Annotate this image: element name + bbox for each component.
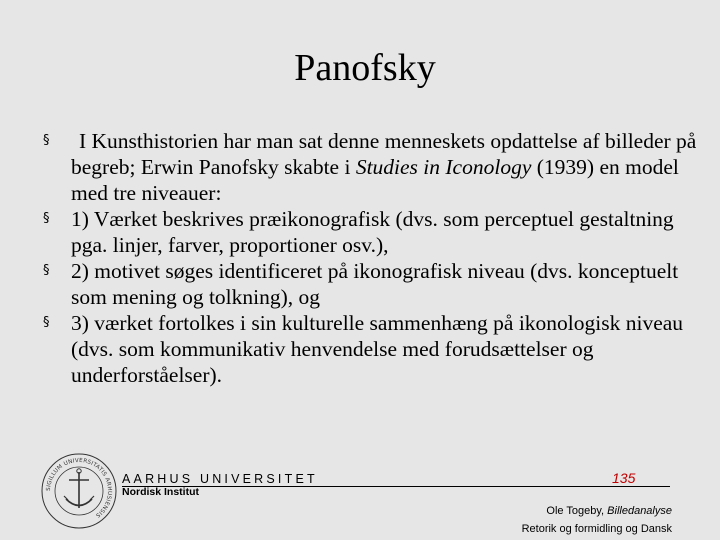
page-number: 135	[612, 470, 636, 486]
bullet-item	[40, 258, 700, 310]
bullet-item	[40, 310, 700, 388]
bullet-text: 2) motivet søges identificeret på ikonografisk niveau (dvs. konceptuelt som mening og tolkning), og	[71, 259, 679, 309]
course-subtitle: Retorik og formidling og Dansk	[521, 523, 672, 535]
bullet-text-end: (1939) en model med tre niveauer:	[71, 155, 679, 205]
bullet-list	[40, 128, 700, 388]
slide-title: Panofsky	[294, 47, 436, 89]
bullet-text: I Kunsthistorien har man sat denne menneskets opdattelse af billeder på begreb; Erwin Panofsky skabte i	[71, 129, 697, 179]
bullet-text: 1) Værket beskrives præikonografisk (dvs. som perceptuel gestaltning pga. linjer, farver, proportioner osv.),	[71, 207, 674, 257]
university-name: AARHUS UNIVERSITET	[122, 472, 318, 486]
footer-divider	[122, 486, 670, 487]
svg-text:SIGILLUM UNIVERSITATIS ARHUSIE: SIGILLUM UNIVERSITATIS ARHUSIENSIS	[45, 457, 113, 519]
bullet-marker-icon: §	[43, 133, 50, 148]
bullet-text: 3) værket fortolkes i sin kulturelle sammenhæng på ikonologisk niveau (dvs. som kommunikativ henvendelse med forudsættelser og underforståelser).	[71, 311, 684, 387]
author-line	[522, 502, 672, 520]
bullet-marker-icon: §	[43, 263, 50, 278]
bullet-item	[40, 206, 700, 258]
course-title: Billedanalyse	[607, 505, 672, 517]
bullet-marker-icon: §	[43, 211, 50, 226]
bullet-marker-icon: §	[43, 315, 50, 330]
footer-credits	[522, 502, 672, 538]
author-name: Ole Togeby,	[546, 505, 608, 517]
bullet-italic-text: Studies in Iconology	[355, 155, 532, 179]
university-seal-icon	[40, 452, 118, 530]
institute-name: Nordisk Institut	[122, 486, 200, 498]
bullet-item	[40, 128, 700, 206]
